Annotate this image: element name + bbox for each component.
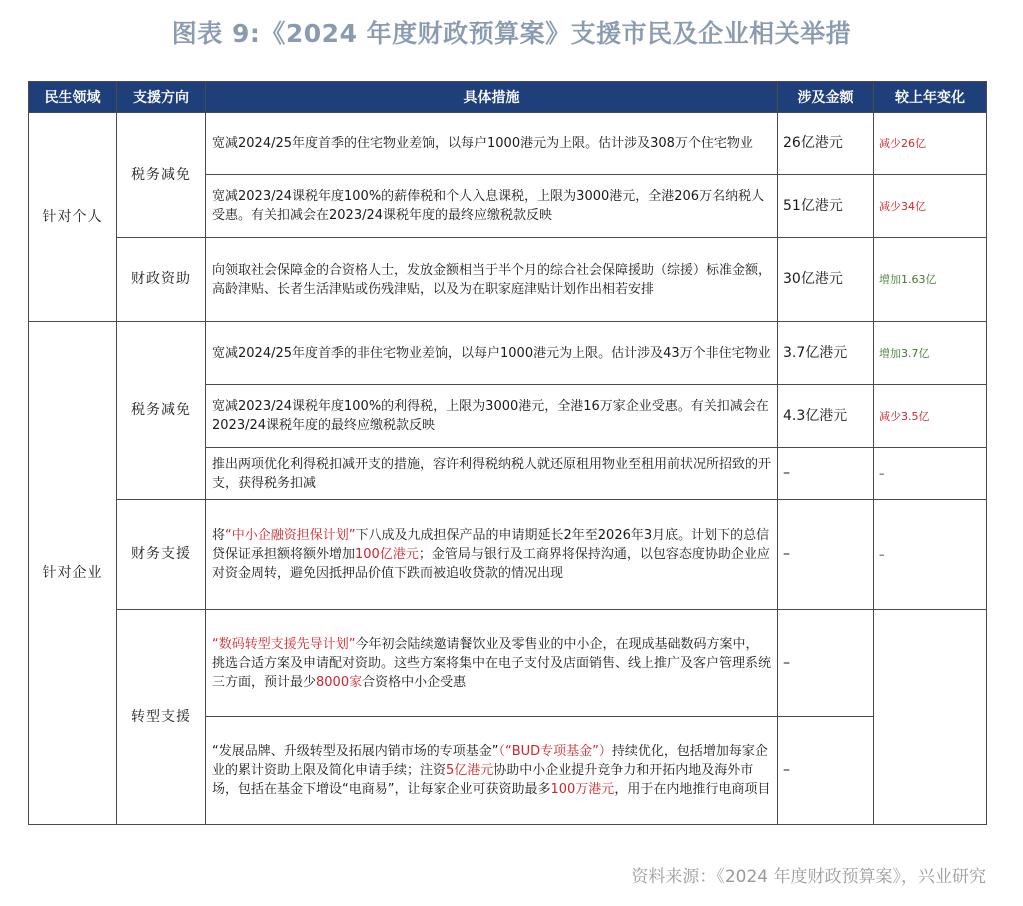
measure-text: 持续优化，包括增加每家企业的累计资助上限及简化申请手续；注资 bbox=[212, 744, 768, 778]
highlight-text: （“BUD专项基金”） bbox=[498, 744, 612, 759]
measure-cell: 宽减2024/25年度首季的非住宅物业差饷，以每户1000港元为上限。估计涉及43万个非住宅物业 bbox=[206, 322, 778, 385]
measure-cell: 宽减2024/25年度首季的住宅物业差饷，以每户1000港元为上限。估计涉及308万个住宅物业 bbox=[206, 113, 778, 175]
measure-text: ，用于在内地推行电商项目 bbox=[614, 782, 771, 797]
measure-text: ；金管局与银行及工商界将保持沟通，以包容态度协助企业应对资金周转，避免因抵押品价值下跌而被追收贷款的情况出现 bbox=[212, 547, 770, 581]
measure-text: 将 bbox=[212, 528, 226, 543]
change-cell: – bbox=[874, 500, 987, 610]
header-amount: 涉及金额 bbox=[778, 82, 874, 113]
amount-cell: – bbox=[778, 717, 874, 825]
page-title: 图表 9:《2024 年度财政预算案》支援市民及企业相关举措 bbox=[171, 19, 852, 48]
header-measure: 具体措施 bbox=[206, 82, 778, 113]
header-change: 较上年变化 bbox=[874, 82, 987, 113]
direction-cell: 转型支援 bbox=[117, 610, 206, 825]
table-row bbox=[29, 238, 987, 322]
highlight-text: “中小企融资担保计划” bbox=[225, 528, 356, 543]
change-cell: 增加1.63亿 bbox=[874, 238, 987, 322]
highlight-text: 5亿港元 bbox=[446, 763, 494, 778]
amount-cell: 30亿港元 bbox=[778, 238, 874, 322]
direction-cell: 财务支援 bbox=[117, 500, 206, 610]
amount-cell: – bbox=[778, 610, 874, 717]
change-cell bbox=[874, 610, 987, 825]
table-row bbox=[29, 113, 987, 175]
amount-cell: 26亿港元 bbox=[778, 113, 874, 175]
measure-cell: 宽减2023/24课税年度100%的利得税，上限为3000港元，全港16万家企业受惠。有关扣减会在2023/24课税年度的最终应缴税款反映 bbox=[206, 385, 778, 448]
highlight-text: 100亿港元 bbox=[355, 547, 419, 562]
measure-cell: 宽减2023/24课税年度100%的薪俸税和个人入息课税，上限为3000港元，全港206万名纳税人受惠。有关扣减会在2023/24课税年度的最终应缴税款反映 bbox=[206, 175, 778, 238]
measure-cell bbox=[206, 717, 778, 825]
measure-text: “发展品牌、升级转型及拓展内销市场的专项基金” bbox=[212, 744, 499, 759]
measure-cell: 向领取社会保障金的合资格人士，发放金额相当于半个月的综合社会保障援助（综援）标准金额，高龄津贴、长者生活津贴或伤残津贴，以及为在职家庭津贴计划作出相若安排 bbox=[206, 238, 778, 322]
table-row bbox=[29, 322, 987, 385]
amount-cell: 3.7亿港元 bbox=[778, 322, 874, 385]
amount-cell: 51亿港元 bbox=[778, 175, 874, 238]
header-area: 民生领域 bbox=[29, 82, 117, 113]
change-cell: 减少3.5亿 bbox=[874, 385, 987, 448]
highlight-text: 8000家 bbox=[316, 674, 363, 690]
change-cell: – bbox=[874, 448, 987, 500]
change-cell: 减少34亿 bbox=[874, 175, 987, 238]
direction-cell: 税务减免 bbox=[117, 322, 206, 500]
measure-text: 协助中小企业提升竞争力和开拓内地及海外市场，包括在基金下增设“电商易”，让每家企业可获资助最多 bbox=[212, 763, 754, 797]
amount-cell: 4.3亿港元 bbox=[778, 385, 874, 448]
amount-cell: – bbox=[778, 448, 874, 500]
table-row bbox=[29, 610, 987, 717]
change-cell: 增加3.7亿 bbox=[874, 322, 987, 385]
header-direction: 支援方向 bbox=[117, 82, 206, 113]
amount-cell: – bbox=[778, 500, 874, 610]
area-cell-enterprise: 针对企业 bbox=[29, 322, 117, 825]
measure-text: 合资格中小企受惠 bbox=[362, 674, 467, 690]
table-header-row bbox=[29, 82, 987, 113]
measure-text: 今年初会陆续邀请餐饮业及零售业的中小企，在现成基础数码方案中，挑选合适方案及申请配对资助。这些方案将集中在电子支付及店面销售、线上推广及客户管理系统三方面，预计最少 bbox=[212, 636, 772, 690]
direction-cell: 税务减免 bbox=[117, 113, 206, 238]
area-cell-individual: 针对个人 bbox=[29, 113, 117, 322]
measure-cell: 推出两项优化利得税扣减开支的措施，容许利得税纳税人就还原租用物业至租用前状况所招致的开支，获得税务扣减 bbox=[206, 448, 778, 500]
table-row bbox=[29, 500, 987, 610]
direction-cell: 财政资助 bbox=[117, 238, 206, 322]
highlight-text: “数码转型支援先导计划” bbox=[212, 636, 356, 652]
source-note: 资料来源：《2024 年度财政预算案》，兴业研究 bbox=[631, 867, 986, 887]
measure-cell bbox=[206, 610, 778, 717]
measure-text: 下八成及九成担保产品的申请期延长2年至2026年3月底。计划下的总信贷保证承担额将额外增加 bbox=[212, 528, 770, 562]
change-cell: 减少26亿 bbox=[874, 113, 987, 175]
measure-cell bbox=[206, 500, 778, 610]
highlight-text: 100万港元 bbox=[550, 782, 615, 797]
measures-table bbox=[28, 81, 987, 825]
